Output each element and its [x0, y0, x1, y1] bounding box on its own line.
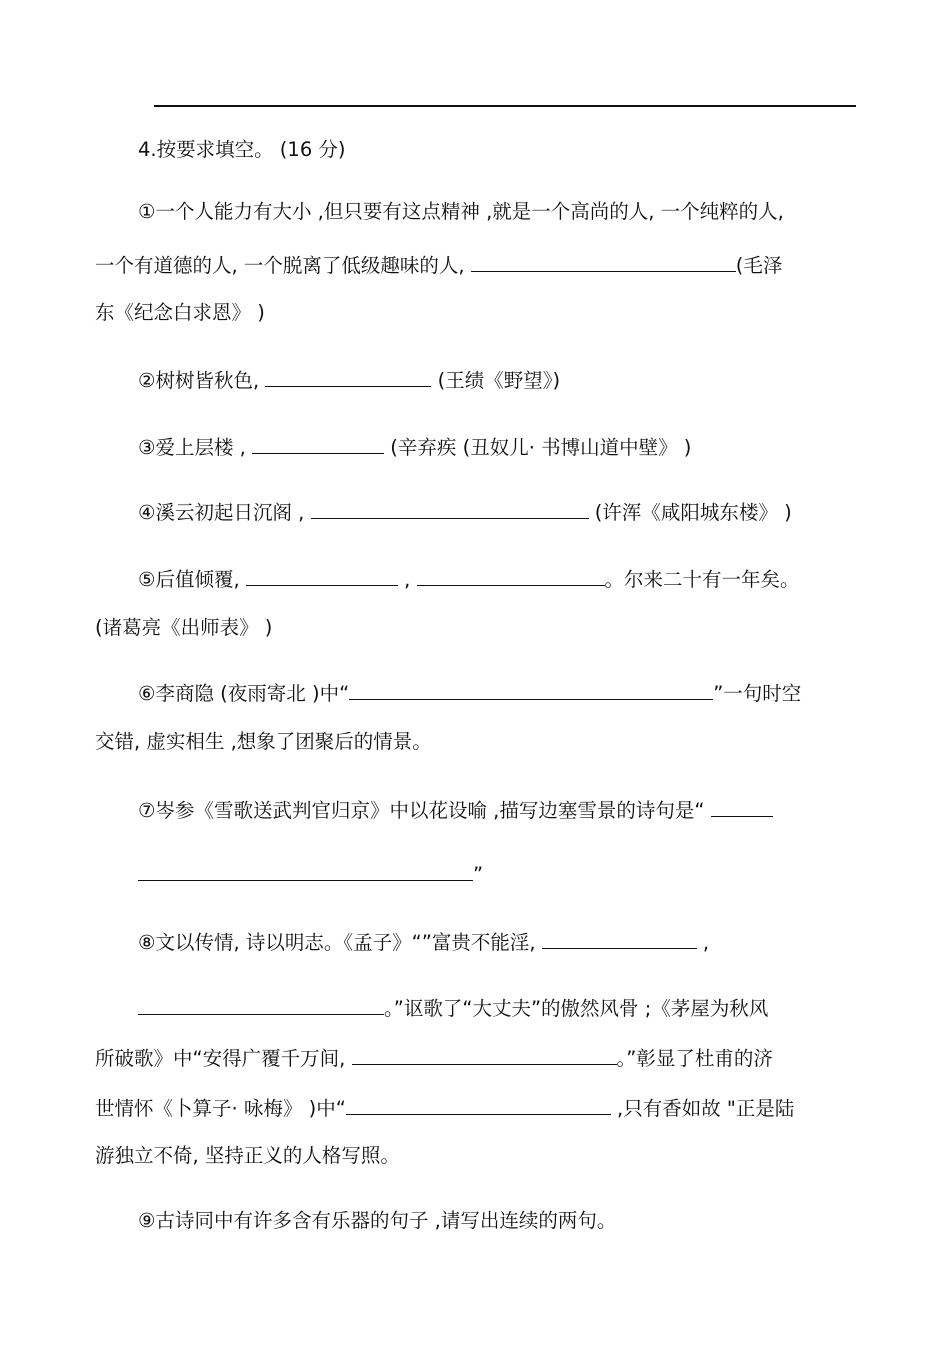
- item-5-line-1: ⑤后值倾覆, , 。尔来二十有一年矣。: [138, 561, 800, 593]
- item-7-line-1: ⑦岑参《雪歌送武判官归京》中以花设喻 ,描写边塞雪景的诗句是“: [138, 792, 773, 824]
- item-7-blank-1[interactable]: [711, 792, 773, 817]
- item-8-blank-3[interactable]: [352, 1040, 617, 1065]
- item-8-blank-2[interactable]: [138, 990, 384, 1015]
- item-5-line-2: (诸葛亮《出师表》 ): [95, 616, 273, 639]
- item-7-blank-2[interactable]: [138, 856, 473, 881]
- item-8-line-1: ⑧文以传情, 诗以明志。《孟子》“”富贵不能淫, ,: [138, 924, 709, 956]
- item-4: ④溪云初起日沉阁 , (许浑《咸阳城东楼》 ): [138, 494, 792, 526]
- item-1-line-1: ①一个人能力有大小 ,但只要有这点精神 ,就是一个高尚的人, 一个纯粹的人,: [138, 200, 784, 223]
- item-8-blank-1[interactable]: [542, 924, 697, 949]
- item-2: ②树树皆秋色, (王绩《野望》): [138, 362, 560, 394]
- item-8-line-2: 。”讴歌了“大丈夫”的傲然风骨 ;《茅屋为秋风: [138, 990, 768, 1022]
- item-1-blank[interactable]: [471, 247, 736, 272]
- item-1-line-2: 一个有道德的人, 一个脱离了低级趣味的人, (毛泽: [95, 247, 782, 279]
- item-5-blank-1[interactable]: [246, 561, 398, 586]
- question-title: 4.按要求填空。 (16 分): [138, 138, 346, 161]
- item-8-blank-4[interactable]: [346, 1090, 611, 1115]
- item-1-line-3: 东《纪念白求恩》 ): [95, 301, 265, 324]
- item-6-line-1: ⑥李商隐 (夜雨寄北 )中“ ”一句时空: [138, 675, 801, 707]
- item-8-line-5: 游独立不倚, 坚持正义的人格写照。: [95, 1144, 400, 1167]
- item-9: ⑨古诗同中有许多含有乐器的句子 ,请写出连续的两句。: [138, 1209, 617, 1232]
- item-7-line-2: ”: [138, 856, 483, 888]
- item-6-line-2: 交错, 虚实相生 ,想象了团聚后的情景。: [95, 730, 432, 753]
- item-8-line-4: 世情怀《卜算子· 咏梅》 )中“ ,只有香如故 "正是陆: [95, 1090, 794, 1122]
- item-6-blank[interactable]: [349, 675, 713, 700]
- item-2-blank[interactable]: [265, 362, 431, 387]
- item-3-blank[interactable]: [252, 429, 384, 454]
- item-4-blank[interactable]: [311, 494, 589, 519]
- item-3: ③爱上层楼 , (辛弃疾 (丑奴儿· 书博山道中壁》 ): [138, 429, 691, 461]
- question-header: [138, 134, 346, 166]
- item-5-blank-2[interactable]: [417, 561, 605, 586]
- item-8-line-3: 所破歌》中“安得广覆千万间, 。”彰显了杜甫的济: [95, 1040, 773, 1072]
- top-divider: [154, 105, 856, 107]
